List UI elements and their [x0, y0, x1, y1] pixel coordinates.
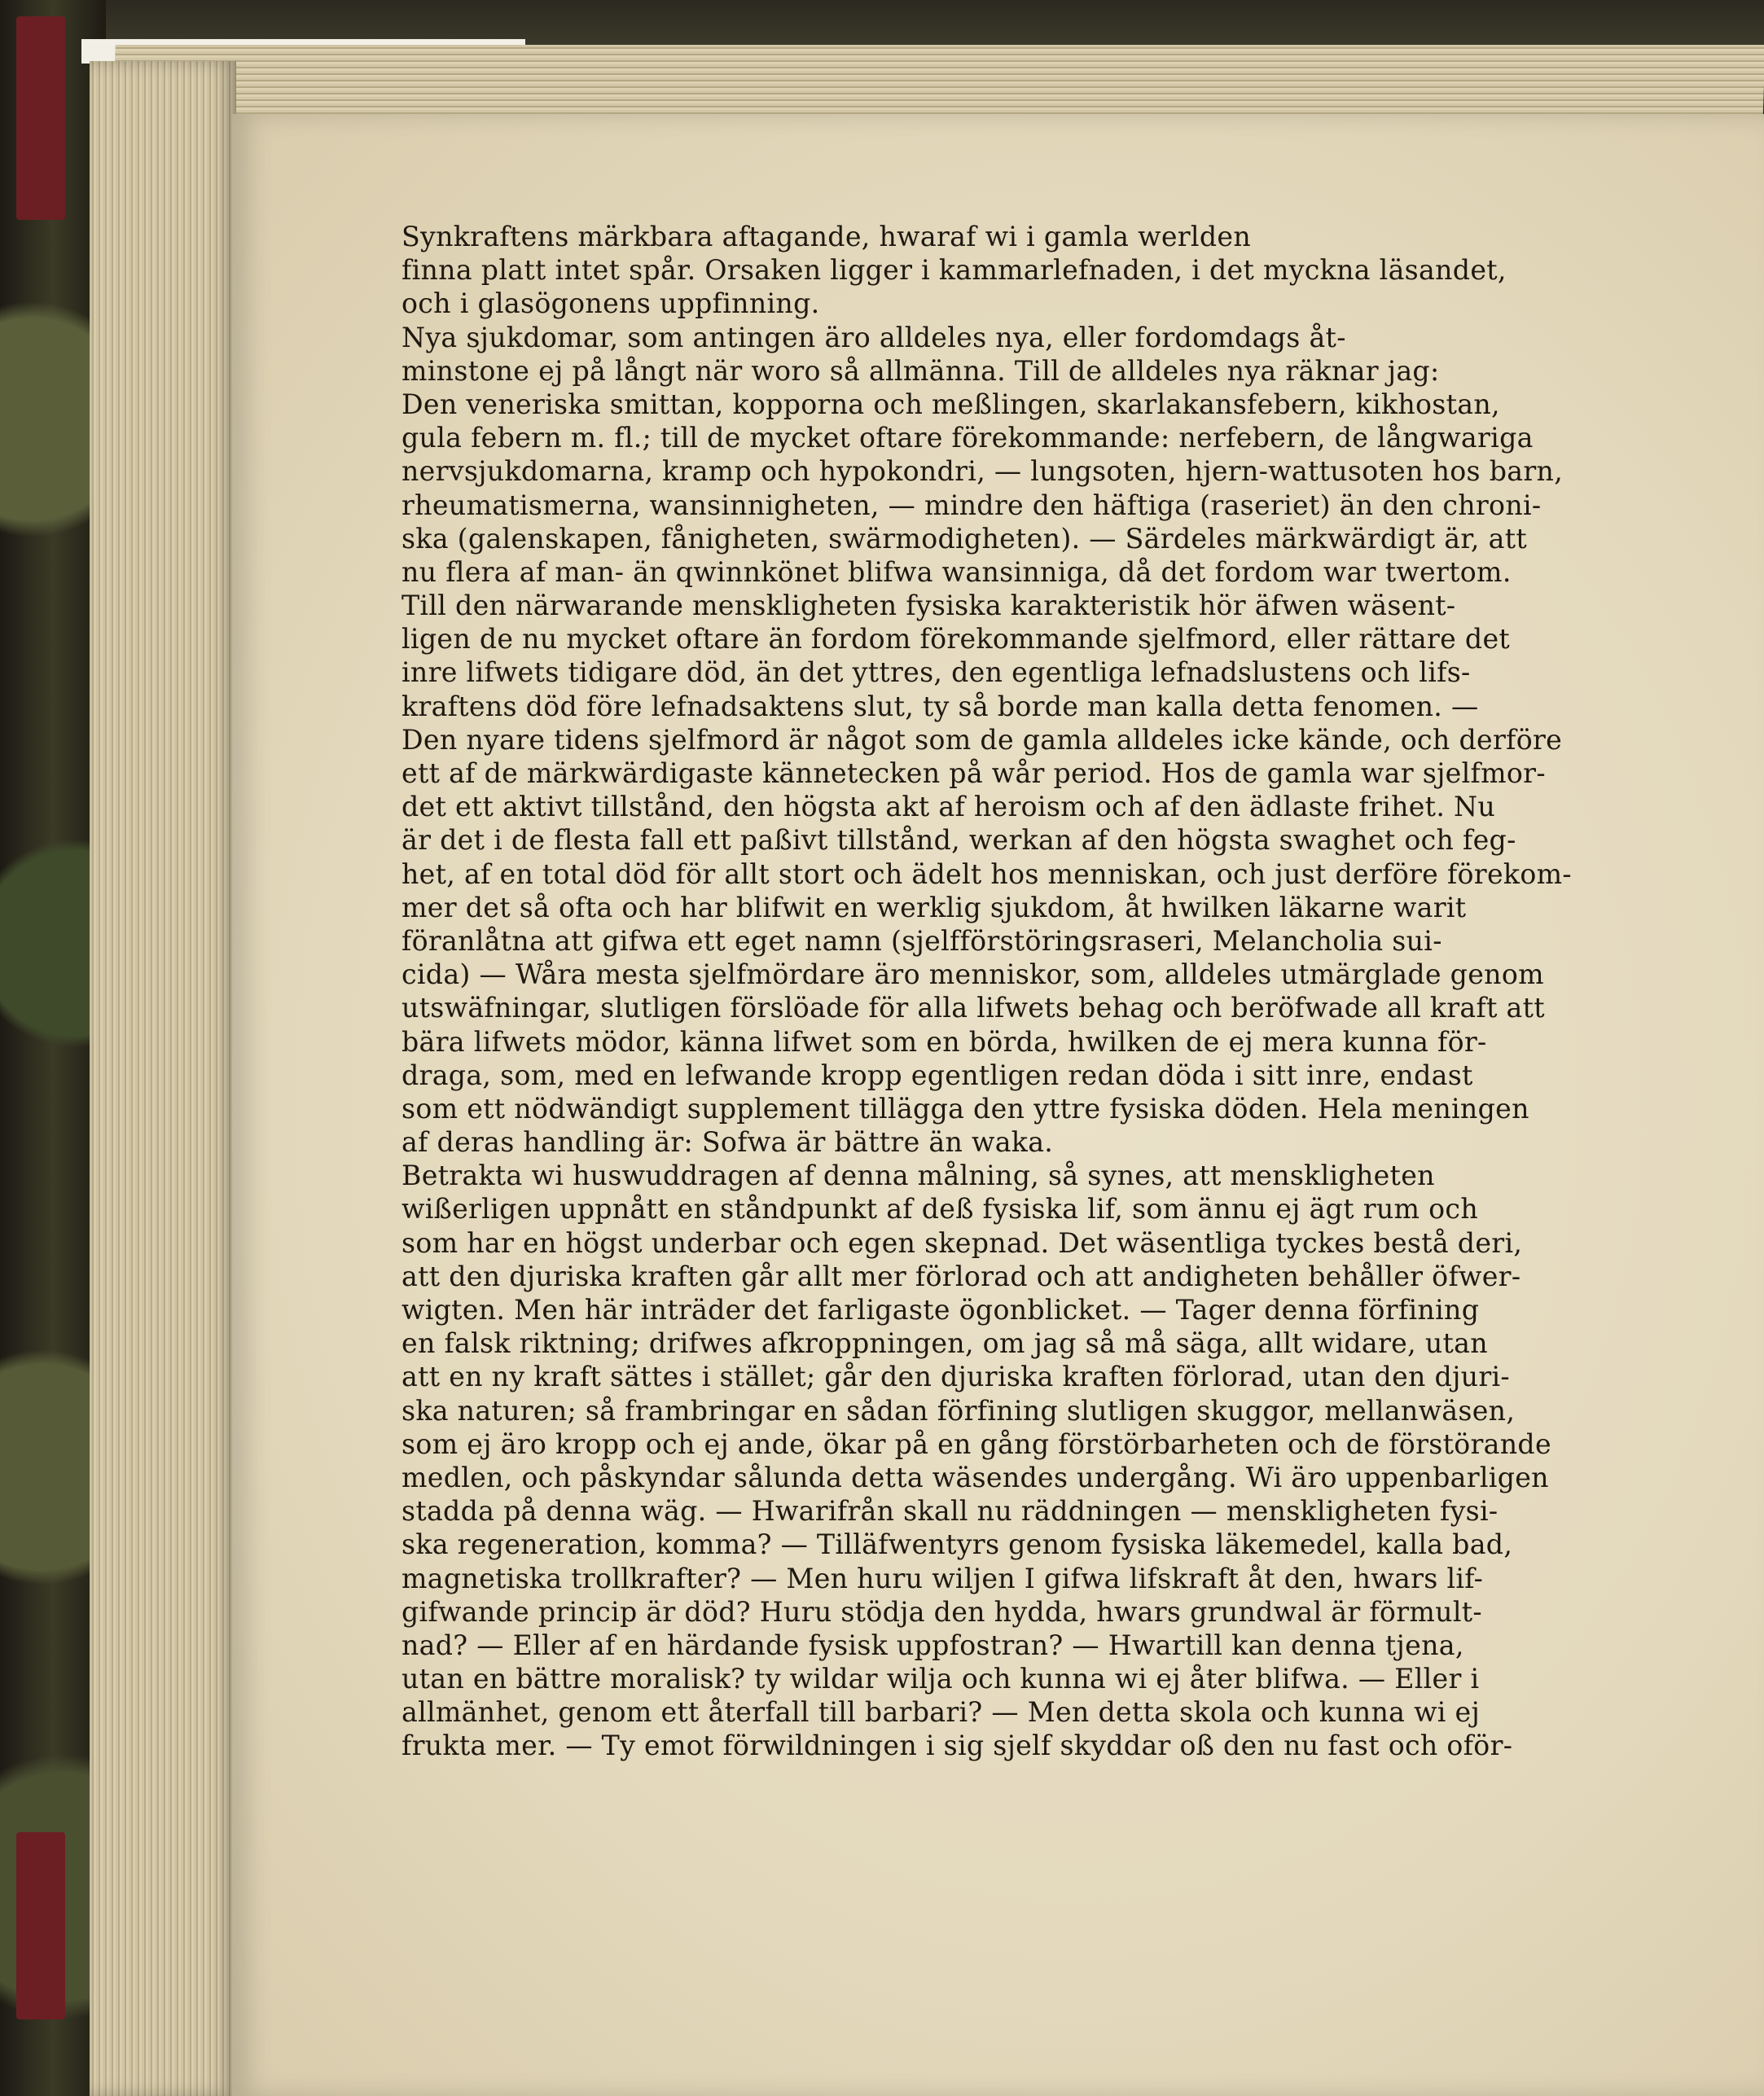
- text-line: Den nyare tidens sjelfmord är något som de gamla alldeles icke kände, och derföre: [402, 723, 1563, 756]
- cover-corner-bottom: [16, 1832, 65, 2019]
- text-line: utan en bättre moralisk? ty wildar wilja och kunna wi ej åter blifwa. — Eller i: [402, 1663, 1480, 1695]
- text-line: inre lifwets tidigare död, än det yttres, den egentliga lefnadslustens och lifs-: [402, 656, 1471, 689]
- text-line: som har en högst underbar och egen skepnad. Det wäsentliga tyckes bestå deri,: [402, 1226, 1523, 1259]
- text-line: Till den närwarande menskligheten fysiska karakteristik hör äfwen wäsent-: [402, 590, 1456, 622]
- text-line: ska naturen; så frambringar en sådan förfining slutligen skuggor, mellanwäsen,: [402, 1394, 1516, 1427]
- text-line: gula febern m. fl.; till de mycket oftare förekommande: nerfebern, de långwariga: [402, 422, 1534, 454]
- text-line: som ej äro kropp och ej ande, ökar på en gång förstörbarheten och de förstörande: [402, 1427, 1551, 1460]
- text-line: Nya sjukdomar, som antingen äro alldeles nya, eller fordomdags åt-: [402, 321, 1346, 353]
- text-line: mer det så ofta och har blifwit en werklig sjukdom, åt hwilken läkarne warit: [402, 891, 1467, 923]
- page-text: [402, 220, 1623, 1763]
- text-line: Betrakta wi huswuddragen af denna målning, så synes, att menskligheten: [402, 1160, 1435, 1192]
- text-line: medlen, och påskyndar sålunda detta wäsendes undergång. Wi äro uppenbarligen: [402, 1461, 1549, 1493]
- text-line: att den djuriska kraften går allt mer förlorad och att andigheten behåller öfwer-: [402, 1260, 1521, 1292]
- text-line: och i glasögonens uppfinning.: [402, 287, 820, 320]
- text-line: ska regeneration, komma? — Tilläfwentyrs genom fysiska läkemedel, kalla bad,: [402, 1528, 1513, 1561]
- text-line: wigten. Men här inträder det farligaste ögonblicket. — Tager denna förfining: [402, 1294, 1480, 1326]
- text-line: bära lifwets mödor, känna lifwet som en börda, hwilken de ej mera kunna för-: [402, 1025, 1487, 1058]
- text-line: het, af en total död för allt stort och ädelt hos menniskan, och just derföre förekom-: [402, 857, 1572, 890]
- text-line: är det i de flesta fall ett paßivt tillstånd, werkan af den högsta swaghet och feg-: [402, 824, 1516, 857]
- text-line: cida) — Wåra mesta sjelfmördare äro menniskor, som, alldeles utmärglade genom: [402, 958, 1544, 991]
- text-line: ligen de nu mycket oftare än fordom förekommande sjelfmord, eller rättare det: [402, 623, 1511, 656]
- text-line: minstone ej på långt när woro så allmänna. Till de alldeles nya räknar jag:: [402, 354, 1440, 387]
- text-line: wißerligen uppnått en ståndpunkt af deß fysiska lif, som ännu ej ägt rum och: [402, 1193, 1478, 1226]
- text-line: gifwande princip är död? Huru stödja den hydda, hwars grundwal är förmult-: [402, 1595, 1482, 1628]
- text-line: af deras handling är: Sofwa är bättre än waka.: [402, 1126, 1054, 1159]
- text-line: det ett aktivt tillstånd, den högsta akt af heroism och af den ädlaste frihet. Nu: [402, 791, 1496, 823]
- text-line: som ett nödwändigt supplement tillägga den yttre fysiska döden. Hela meningen: [402, 1092, 1529, 1125]
- text-line: finna platt intet spår. Orsaken ligger i kammarlefnaden, i det myckna läsandet,: [402, 254, 1507, 287]
- text-line: rheumatismerna, wansinnigheten, — mindre den häftiga (raseriet) än den chroni-: [402, 489, 1542, 521]
- text-line: nu flera af man- än qwinnkönet blifwa wansinniga, då det fordom war twertom.: [402, 555, 1512, 588]
- text-line: nervsjukdomarna, kramp och hypokondri, — lungsoten, hjern-wattusoten hos barn,: [402, 455, 1564, 488]
- text-line: att en ny kraft sättes i stället; går den djuriska kraften förlorad, utan den djuri-: [402, 1361, 1510, 1393]
- text-line: kraftens död före lefnadsaktens slut, ty så borde man kalla detta fenomen. —: [402, 690, 1479, 722]
- cover-corner-top: [16, 16, 65, 220]
- text-line: stadda på denna wäg. — Hwarifrån skall nu räddningen — menskligheten fysi-: [402, 1495, 1499, 1528]
- text-line: Den veneriska smittan, kopporna och meßlingen, skarlakansfebern, kikhostan,: [402, 388, 1500, 420]
- text-line: nad? — Eller af en härdande fysisk uppfostran? — Hwartill kan denna tjena,: [402, 1629, 1464, 1661]
- text-line: draga, som, med en lefwande kropp egentligen redan döda i sitt inre, endast: [402, 1059, 1473, 1091]
- page-stack-left: [90, 61, 236, 2096]
- text-line: magnetiska trollkrafter? — Men huru wiljen I gifwa lifskraft åt den, hwars lif-: [402, 1562, 1484, 1594]
- text-line: utswäfningar, slutligen förslöade för alla lifwets behag och beröfwade all kraft att: [402, 992, 1545, 1024]
- text-line: frukta mer. — Ty emot förwildningen i sig sjelf skyddar oß den nu fast och oför-: [402, 1730, 1513, 1762]
- text-line: föranlåtna att gifwa ett eget namn (sjelfförstöringsraseri, Melancholia sui-: [402, 924, 1442, 957]
- text-line: ett af de märkwärdigaste kännetecken på wår period. Hos de gamla war sjelfmor-: [402, 757, 1546, 789]
- text-line: allmänhet, genom ett återfall till barbari? — Men detta skola och kunna wi ej: [402, 1696, 1481, 1729]
- text-line: en falsk riktning; drifwes afkroppningen, om jag så må säga, allt widare, utan: [402, 1327, 1488, 1360]
- text-line: Synkraftens märkbara aftagande, hwaraf wi i gamla werlden: [402, 221, 1251, 252]
- text-line: ska (galenskapen, fånigheten, swärmodigheten). — Särdeles märkwärdigt är, att: [402, 522, 1527, 555]
